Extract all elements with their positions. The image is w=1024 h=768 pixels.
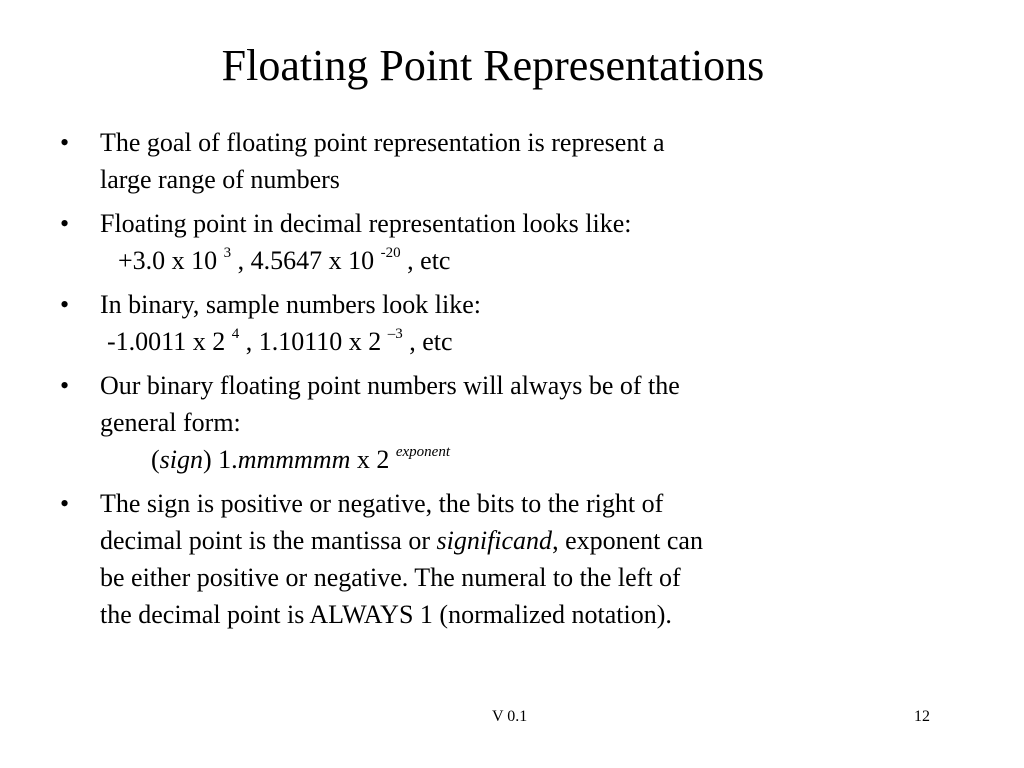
formula-sign: sign bbox=[159, 445, 204, 474]
bullet-text-line: Floating point in decimal representation looks like: bbox=[100, 209, 632, 238]
binary-example-line bbox=[100, 323, 920, 360]
bullet-sign-explanation bbox=[60, 485, 920, 633]
bullet-text-line: The goal of floating point representation is represent a bbox=[100, 128, 665, 157]
bullet-decimal bbox=[60, 205, 920, 279]
bullet-list bbox=[60, 124, 920, 640]
example-b-exponent: –3 bbox=[387, 326, 403, 342]
bullet-text-line: general form: bbox=[100, 408, 241, 437]
bullet-text-line: Our binary floating point numbers will always be of the bbox=[100, 371, 680, 400]
bullet-text-line: In binary, sample numbers look like: bbox=[100, 290, 482, 319]
bullet-goal bbox=[60, 124, 920, 198]
formula-exponent-text: exponent bbox=[395, 444, 450, 460]
example-a-mantissa: -1.0011 x 2 bbox=[107, 327, 232, 356]
bullet-text-line: be either positive or negative. The numeral to the left of bbox=[100, 563, 681, 592]
footer-version: V 0.1 bbox=[492, 708, 528, 725]
bullet-marker: • bbox=[60, 209, 70, 238]
example-b-mantissa: 1.10110 x 2 bbox=[258, 327, 388, 356]
example-separator: , bbox=[239, 327, 259, 356]
bullet-marker: • bbox=[60, 290, 70, 319]
formula-exponent bbox=[396, 444, 450, 460]
example-b-exponent: -20 bbox=[380, 245, 401, 261]
significand-tail: , exponent can bbox=[552, 526, 703, 555]
bullet-marker: • bbox=[60, 489, 70, 518]
significand-lead: decimal point is the mantissa or bbox=[100, 526, 437, 555]
example-a-exponent: 4 bbox=[231, 326, 240, 342]
page-number: 12 bbox=[914, 708, 930, 725]
example-a-exponent: 3 bbox=[223, 245, 232, 261]
bullet-text-line: the decimal point is ALWAYS 1 (normalized notation). bbox=[100, 600, 672, 629]
bullet-general-form bbox=[60, 367, 920, 478]
example-suffix: , etc bbox=[402, 327, 453, 356]
bullet-marker: • bbox=[60, 371, 70, 400]
bullet-text-line: large range of numbers bbox=[100, 165, 340, 194]
example-separator: , bbox=[231, 246, 251, 275]
slide-title: Floating Point Representations bbox=[221, 41, 765, 90]
bullet-marker: • bbox=[60, 128, 70, 157]
example-b-mantissa: 4.5647 x 10 bbox=[250, 246, 381, 275]
example-a-mantissa: +3.0 x 10 bbox=[118, 246, 224, 275]
significand-term: significand bbox=[436, 526, 553, 555]
general-form-formula bbox=[100, 441, 920, 478]
bullet-text-line bbox=[100, 522, 920, 559]
bullet-text-line: The sign is positive or negative, the bits to the right of bbox=[100, 489, 664, 518]
formula-leading-one: ) 1. bbox=[203, 445, 238, 474]
formula-times-two: x 2 bbox=[350, 445, 396, 474]
example-suffix: , etc bbox=[400, 246, 451, 275]
bullet-binary bbox=[60, 286, 920, 360]
decimal-example-line bbox=[100, 242, 920, 279]
formula-open-paren: ( bbox=[151, 445, 160, 474]
formula-mantissa: mmmmmm bbox=[237, 445, 351, 474]
